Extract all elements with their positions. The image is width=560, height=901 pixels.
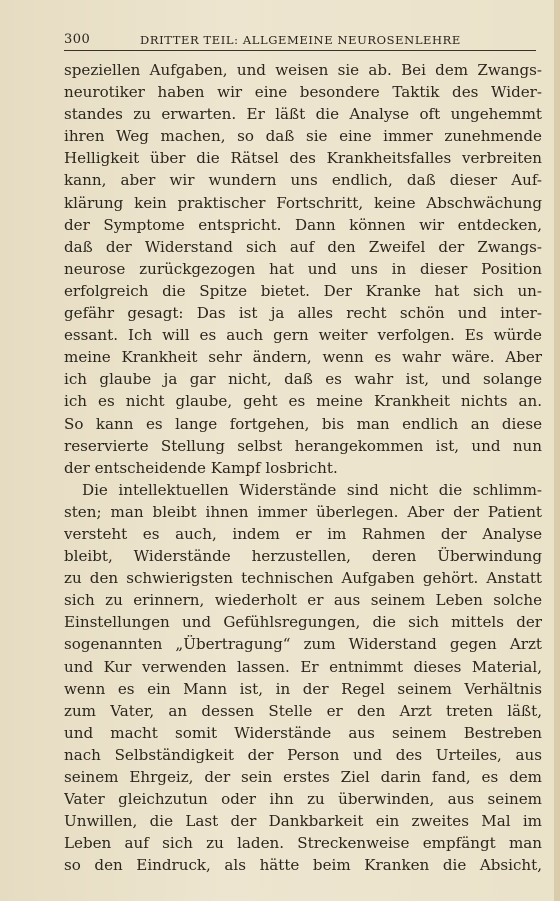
text-line: zum Vater, an dessen Stelle er den Arzt treten läßt, [64, 701, 542, 720]
text-line: Leben auf sich zu laden. Streckenweise empfängt man [64, 834, 542, 853]
text-line: nach Selbständigkeit der Person und des Urteiles, aus [64, 745, 542, 764]
text-line: bleibt, Widerstände herzustellen, deren Überwindung [64, 547, 542, 566]
text-line: ich glaube ja gar nicht, daß es wahr ist, und solange [64, 370, 542, 389]
text-line: standes zu erwarten. Er läßt die Analyse oft ungehemmt [64, 105, 542, 124]
text-line: gefähr gesagt: Das ist ja alles recht schön und inter- [64, 304, 542, 323]
text-line: kann, aber wir wundern uns endlich, daß dieser Auf- [64, 171, 542, 190]
text-line: reservierte Stellung selbst herangekommen ist, und nun [64, 436, 542, 455]
text-line: Einstellungen und Gefühlsregungen, die sich mittels der [64, 613, 542, 632]
running-head: DRITTER TEIL: ALLGEMEINE NEUROSENLEHRE [140, 33, 461, 47]
paragraph-2 [64, 479, 542, 877]
text-line: sich zu erinnern, wiederholt er aus seinem Leben solche [64, 591, 542, 610]
text-line: speziellen Aufgaben, und weisen sie ab. Bei dem Zwangs- [64, 61, 542, 79]
body-text [64, 59, 542, 876]
text-line: versteht es auch, indem er im Rahmen der Analyse [64, 524, 542, 543]
page-header [64, 30, 542, 52]
text-line: so den Eindruck, als hätte beim Kranken die Absicht, [64, 856, 542, 875]
header-rule [64, 50, 536, 51]
page-edge [554, 0, 560, 901]
text-line: essant. Ich will es auch gern weiter verfolgen. Es würde [64, 326, 542, 345]
text-line: sogenannten „Übertragung“ zum Widerstand gegen Arzt [64, 635, 542, 654]
text-line: Vater gleichzutun oder ihn zu überwinden, aus seinem [64, 790, 542, 809]
text-line: ich es nicht glaube, geht es meine Krankheit nichts an. [64, 392, 542, 411]
text-line: neurose zurückgezogen hat und uns in dieser Position [64, 259, 542, 278]
text-line: sten; man bleibt ihnen immer überlegen. Aber der Patient [64, 502, 542, 521]
text-line: wenn es ein Mann ist, in der Regel seinem Verhältnis [64, 679, 542, 698]
text-line: ihren Weg machen, so daß sie eine immer zunehmende [64, 127, 542, 146]
text-line: neurotiker haben wir eine besondere Taktik des Wider- [64, 83, 542, 102]
text-line: meine Krankheit sehr ändern, wenn es wahr wäre. Aber [64, 348, 542, 367]
text-line: zu den schwierigsten technischen Aufgaben gehört. Anstatt [64, 569, 542, 588]
text-line: der entscheidende Kampf losbricht. [64, 458, 338, 477]
text-line: daß der Widerstand sich auf den Zweifel der Zwangs- [64, 237, 542, 256]
text-line: Die intellektuellen Widerstände sind nicht die schlimm- [82, 480, 542, 499]
text-line: erfolgreich die Spitze bietet. Der Kranke hat sich un- [64, 281, 542, 300]
page-number: 300 [64, 32, 91, 47]
text-line: Unwillen, die Last der Dankbarkeit ein zweites Mal im [64, 812, 542, 831]
paragraph-1 [64, 59, 542, 479]
text-line: So kann es lange fortgehen, bis man endlich an diese [64, 414, 542, 433]
text-line: der Symptome entspricht. Dann können wir entdecken, [64, 215, 542, 234]
text-line: seinem Ehrgeiz, der sein erstes Ziel darin fand, es dem [64, 768, 542, 786]
text-line: und Kur verwenden lassen. Er entnimmt dieses Material, [64, 657, 542, 676]
text-line: Helligkeit über die Rätsel des Krankheitsfalles verbreiten [64, 149, 542, 168]
text-line: und macht somit Widerstände aus seinem Bestreben [64, 723, 542, 742]
text-line: klärung kein praktischer Fortschritt, keine Abschwächung [64, 193, 542, 212]
